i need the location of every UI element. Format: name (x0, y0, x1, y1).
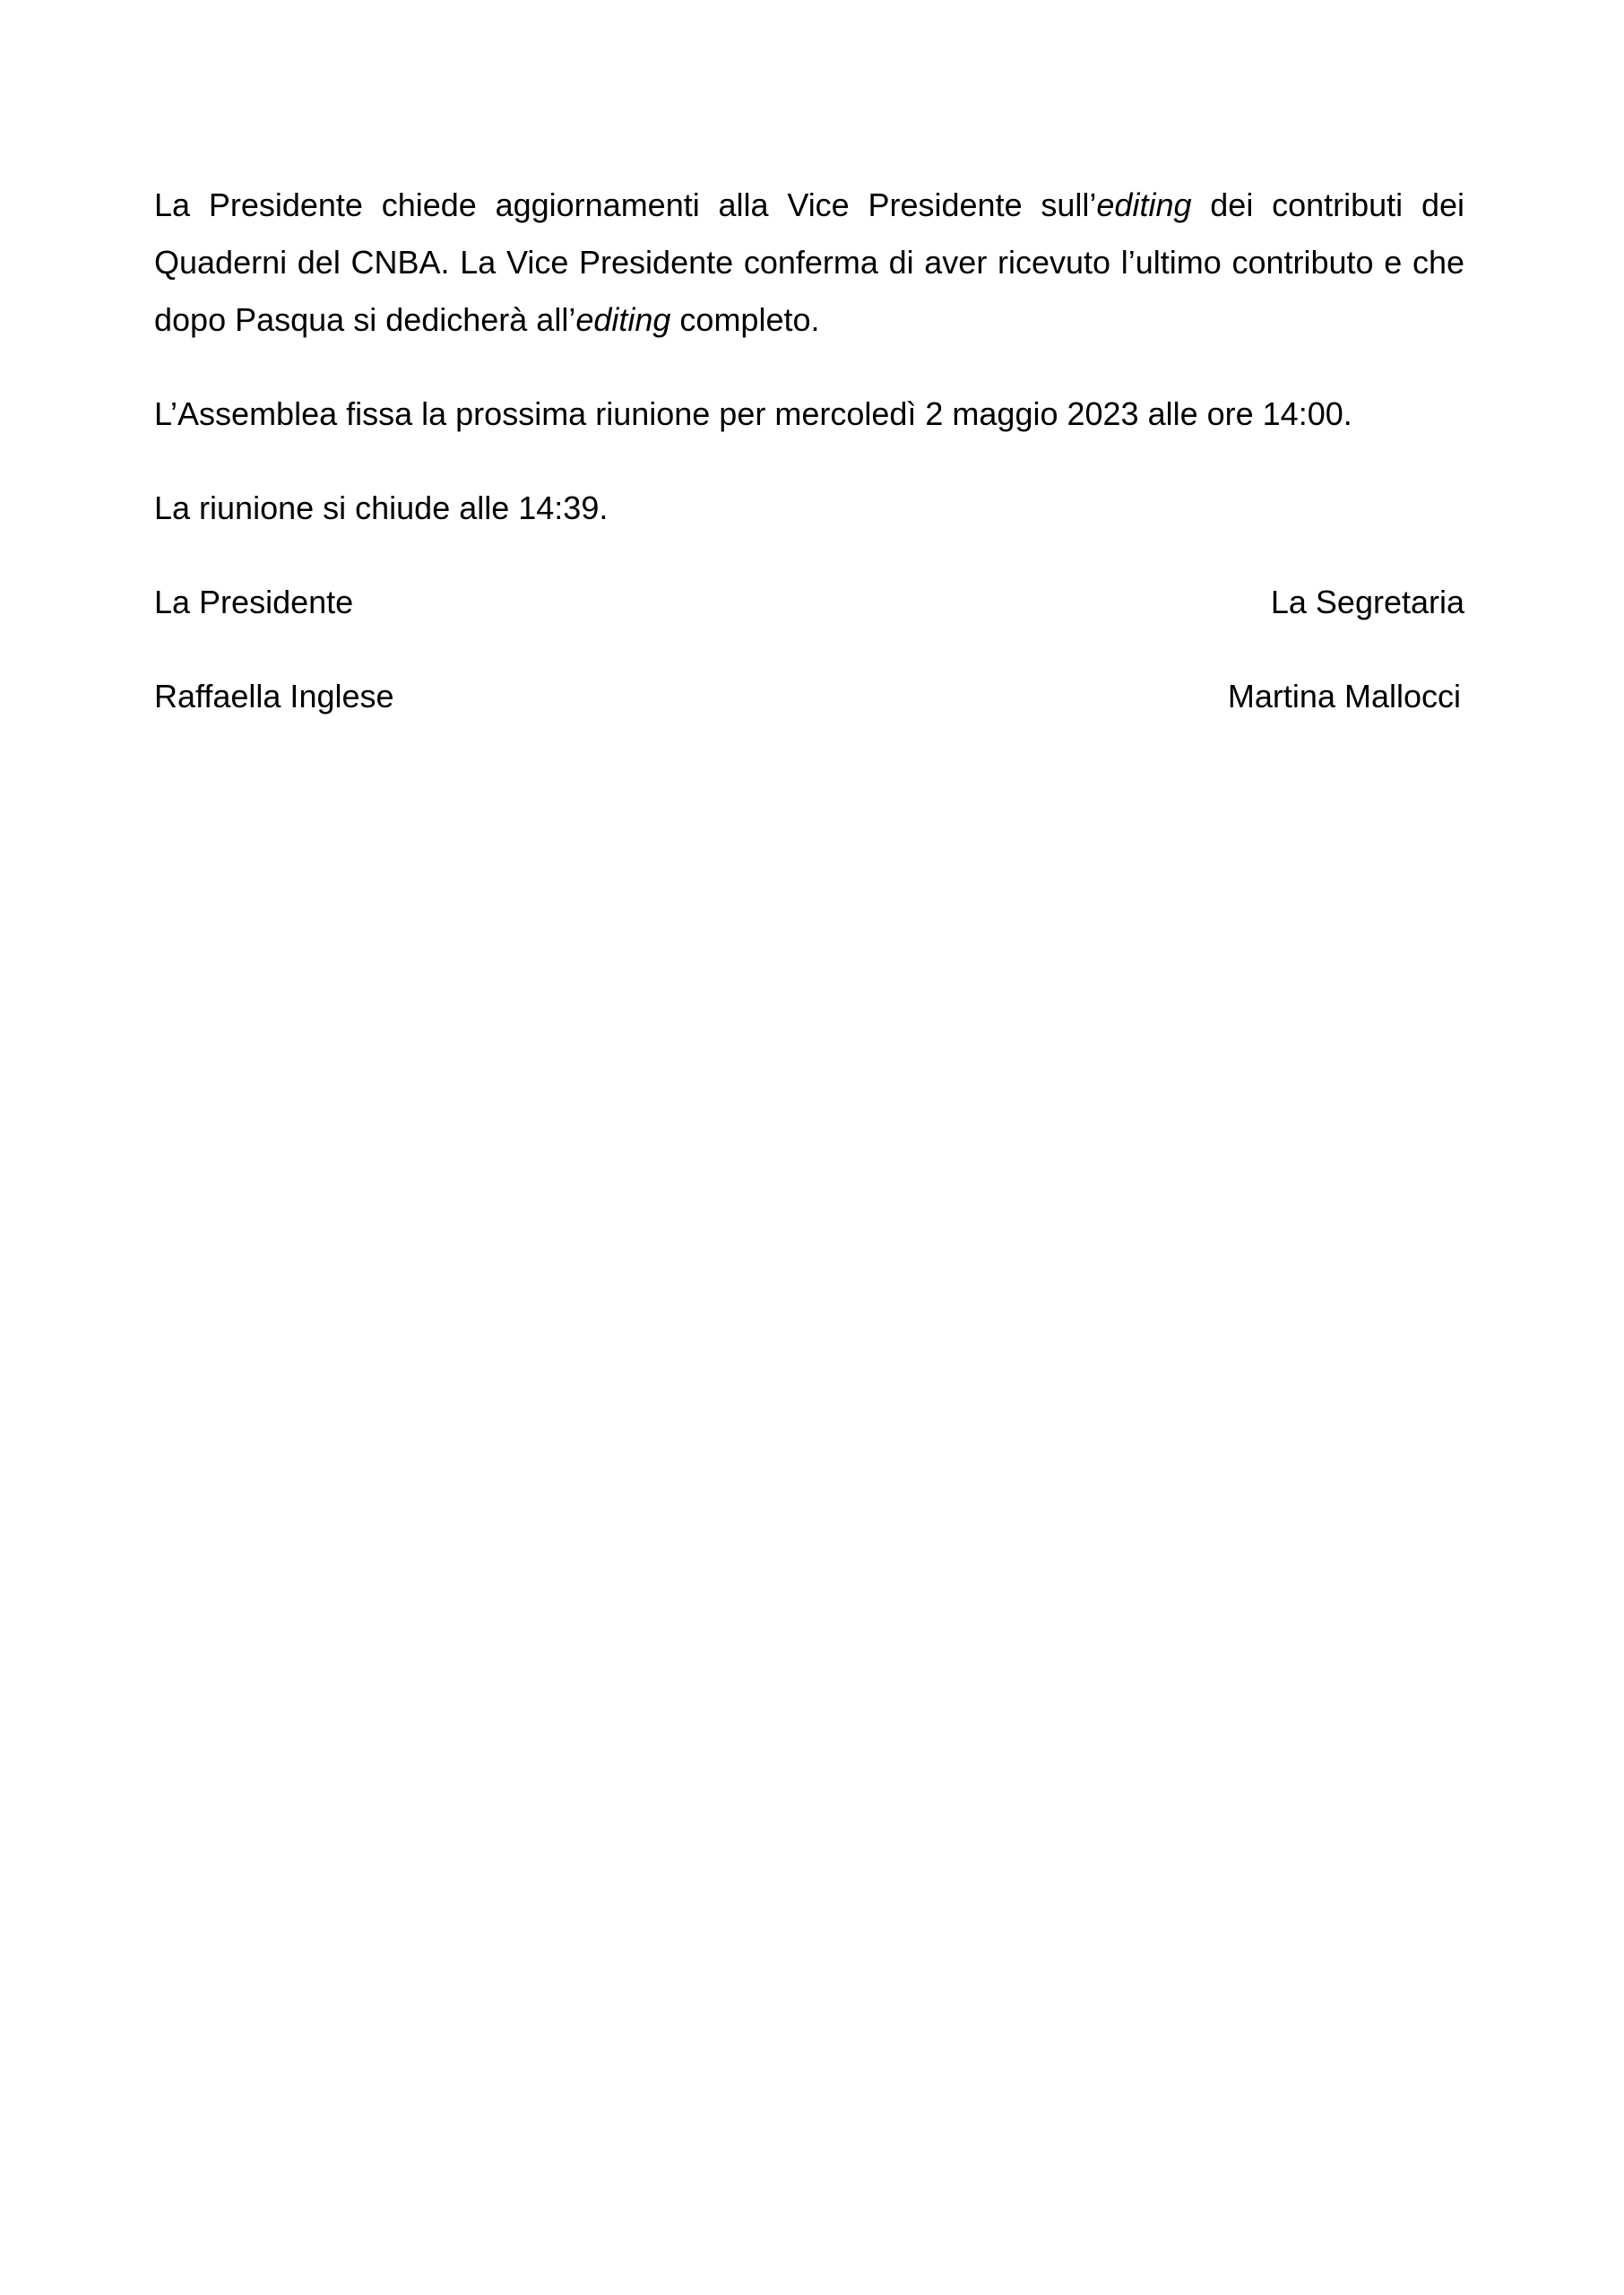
paragraph-text: La Presidente chiede aggiornamenti alla Vice Presidente sull’ (154, 186, 1097, 223)
paragraph-meeting-close: La riunione si chiude alle 14:39. (154, 489, 609, 526)
paragraph-text: dei contributi dei Quaderni del CNBA. La Vice Presidente conferma di aver ricevuto l’ultimo contributo e che dopo Pasqua si dedicherà all’ (154, 186, 1465, 338)
signature-president (154, 574, 394, 725)
signature-role: La Presidente (154, 584, 354, 620)
paragraph-next-meeting: L’Assemblea fissa la prossima riunione per mercoledì 2 maggio 2023 alle ore 14:00. (154, 395, 1352, 432)
signature-block (154, 574, 1464, 725)
paragraph-text: completo. (670, 301, 820, 338)
signature-role: La Segretaria (1270, 584, 1464, 620)
document-body (154, 177, 1464, 725)
signature-secretary (1228, 574, 1464, 725)
italic-term: editing (1096, 186, 1192, 223)
signature-name: Martina Mallocci (1227, 678, 1461, 714)
signature-name: Raffaella Inglese (154, 678, 394, 714)
italic-term: editing (575, 301, 671, 338)
paragraph-editing-update (154, 177, 1464, 349)
